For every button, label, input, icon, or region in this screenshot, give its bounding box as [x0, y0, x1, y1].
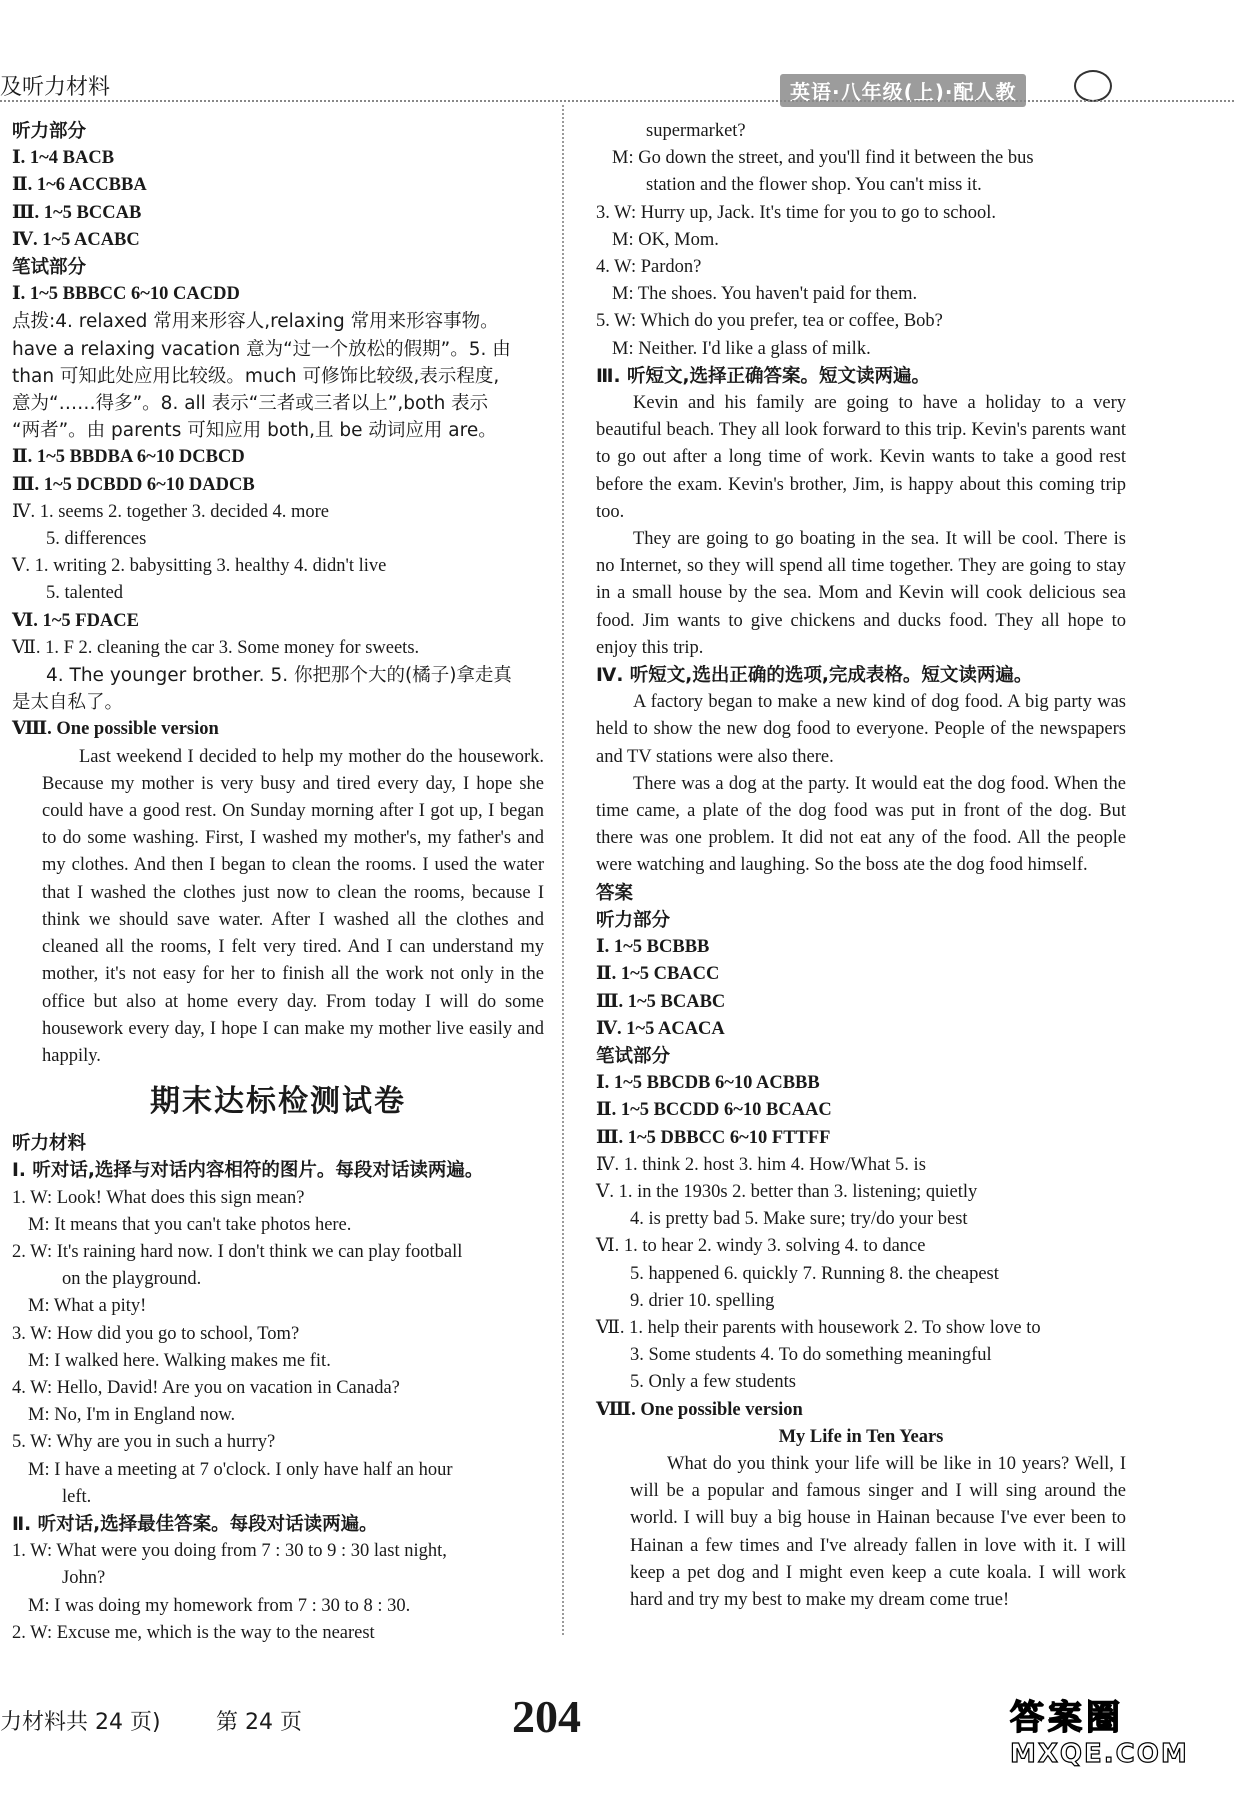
answer-line: Ⅷ. One possible version [596, 1399, 803, 1420]
answer-line: Ⅲ. 1~5 BCABC [596, 991, 726, 1012]
header-right-title: 英语·八年级(上)·配人教 [780, 74, 1026, 107]
passage-paragraph: A factory began to make a new kind of dog food. A big party was held to show the new dog food to everyone. People of the newspapers and TV stations were also there. [596, 692, 1126, 767]
model-essay: What do you think your life will be like in 10 years? Well, I will be a popular and famous singer and I will sing around the world. I will buy a big house in Hainan because I've ever been to Hainan a few times and I've already fallen in love with it. I will keep a pet dog and I might even keep a cute koala. I will work hard and try my best to make my dream come true! [630, 1453, 1126, 1610]
dialogue-line: John? [62, 1568, 106, 1589]
answer-line: 4. The younger brother. 5. 你把那个大的(橘子)拿走真 [46, 665, 512, 687]
dialogue-line: 2. W: It's raining hard now. I don't think we can play football [12, 1241, 463, 1262]
answer-line: Ⅲ. 1~5 DCBDD 6~10 DADCB [12, 474, 255, 495]
answer-line: Ⅵ. 1. to hear 2. windy 3. solving 4. to dance [596, 1236, 926, 1257]
answer-line: Ⅱ. 1~5 BCCDD 6~10 BCAAC [596, 1100, 832, 1121]
answer-line: Ⅳ. 1~5 ACACA [596, 1018, 725, 1039]
dialogue-line: 4. W: Pardon? [596, 257, 702, 278]
section-label: 答案 [596, 882, 634, 904]
dialogue-line: M: No, I'm in England now. [28, 1405, 236, 1426]
answer-line: Ⅱ. 1~6 ACCBBA [12, 175, 147, 196]
header-divider [0, 100, 1234, 102]
answer-line: Ⅳ. 1. seems 2. together 3. decided 4. more [12, 501, 329, 522]
section-label: 笔试部分 [12, 257, 87, 279]
section-label: 听力部分 [596, 909, 671, 931]
left-column [12, 118, 544, 1647]
footer-left: 力材料共 24 页) [0, 1710, 161, 1735]
hint-line: “两者”。由 parents 可知应用 both,且 be 动词应用 are。 [12, 420, 497, 442]
hint-line: than 可知此处应用比较级。much 可修饰比较级,表示程度, [12, 365, 500, 387]
passage-paragraph: Kevin and his family are going to have a holiday to a very beautiful beach. They all look forward to this trip. Kevin's parents want to go out after a long time of work. Kevin wants to take a good rest before the exam. Kevin's brother, Jim, is happy about this coming trip too. [596, 393, 1126, 522]
answer-line: Ⅰ. 1~4 BACB [12, 148, 115, 169]
answer-line: Ⅳ. 1~5 ACABC [12, 229, 140, 250]
dialogue-line: M: I have a meeting at 7 o'clock. I only have half an hour [28, 1459, 453, 1480]
dialogue-line: station and the flower shop. You can't miss it. [646, 175, 982, 196]
answer-line: Ⅰ. 1~5 BBCDB 6~10 ACBBB [596, 1073, 820, 1094]
hint-line: have a relaxing vacation 意为“过一个放松的假期”。5. 由 [12, 338, 511, 360]
answer-line: Ⅰ. 1~5 BBBCC 6~10 CACDD [12, 284, 240, 305]
instruction: Ⅳ. 听短文,选出正确的选项,完成表格。短文读两遍。 [596, 665, 1033, 687]
answer-line: 4. is pretty bad 5. Make sure; try/do your best [630, 1209, 968, 1230]
footer-page-label: 第 24 页 [216, 1710, 302, 1735]
dialogue-line: 1. W: Look! What does this sign mean? [12, 1187, 305, 1208]
dialogue-line: M: I walked here. Walking makes me fit. [28, 1350, 331, 1371]
answer-line: Ⅰ. 1~5 BCBBB [596, 937, 710, 958]
dialogue-line: M: The shoes. You haven't paid for them. [612, 284, 918, 305]
answer-line: Ⅱ. 1~5 CBACC [596, 964, 720, 985]
answer-line: 5. Only a few students [630, 1372, 796, 1393]
dialogue-line: 2. W: Excuse me, which is the way to the nearest [12, 1622, 375, 1643]
right-column [596, 118, 1126, 1614]
section-label: 听力材料 [12, 1133, 87, 1155]
instruction: Ⅰ. 听对话,选择与对话内容相符的图片。每段对话读两遍。 [12, 1160, 484, 1182]
dialogue-line: M: OK, Mom. [612, 229, 719, 250]
section-label: 笔试部分 [596, 1045, 671, 1067]
column-divider [562, 105, 564, 1635]
dialogue-line: M: I was doing my homework from 7 : 30 to 8 : 30. [28, 1595, 411, 1616]
dialogue-line: 3. W: How did you go to school, Tom? [12, 1323, 300, 1344]
essay-title: My Life in Ten Years [778, 1426, 944, 1447]
answer-line: 5. differences [46, 529, 147, 550]
answer-line: Ⅲ. 1~5 DBBCC 6~10 FTTFF [596, 1127, 831, 1148]
answer-line: 是太自私了。 [12, 692, 124, 714]
hint-line: 点拨:4. relaxed 常用来形容人,relaxing 常用来形容事物。 [12, 311, 499, 333]
watermark-logo [1010, 1690, 1220, 1790]
instruction: Ⅱ. 听对话,选择最佳答案。每段对话读两遍。 [12, 1513, 378, 1535]
dialogue-line: supermarket? [646, 121, 746, 141]
dialogue-line: left. [62, 1486, 92, 1507]
dialogue-line: M: Go down the street, and you'll find it between the bus [612, 148, 1034, 169]
answer-line: Ⅳ. 1. think 2. host 3. him 4. How/What 5. is [596, 1154, 926, 1175]
answer-line: Ⅵ. 1~5 FDACE [12, 610, 139, 631]
page-number: 204 [512, 1691, 581, 1742]
instruction: Ⅲ. 听短文,选择正确答案。短文读两遍。 [596, 365, 930, 387]
dialogue-line: 3. W: Hurry up, Jack. It's time for you to go to school. [596, 202, 996, 223]
section-label: 听力部分 [12, 121, 87, 142]
dialogue-line: on the playground. [62, 1269, 202, 1290]
answer-line: 9. drier 10. spelling [630, 1290, 775, 1311]
dialogue-line: 1. W: What were you doing from 7 : 30 to 9 : 30 last night, [12, 1541, 447, 1562]
model-essay: Last weekend I decided to help my mother do the housework. Because my mother is very busy and tired every day, I hope she could have a good rest. On Sunday morning after I got up, I began to do some washing. First, I washed my mother's, my father's and my clothes. And then I began to clean the rooms. I used the water that I washed the clothes just now to clean the rooms, because I think we should save water. After I washed all the clothes and cleaned all the rooms, I felt very tired. And I can understand my mother, it's not easy for her to finish all the work not only in the office but also at home every day. From today I will do some housework every day, I hope I can make my mother live easily and happily. [42, 746, 544, 1066]
page-title: 期末达标检测试卷 [150, 1084, 406, 1120]
answer-line: Ⅶ. 1. help their parents with housework 2. To show love to [596, 1317, 1041, 1338]
passage-paragraph: They are going to go boating in the sea. It will be cool. There is no Internet, so they will spend all time together. They are going to stay in a small house by the sea. Mom and Kevin will cook delicious sea food. Jim wants to give chickens and ducks food. They all hope to enjoy this trip. [596, 529, 1126, 658]
dialogue-line: 5. W: Which do you prefer, tea or coffee, Bob? [596, 311, 943, 332]
dialogue-line: 5. W: Why are you in such a hurry? [12, 1432, 276, 1453]
answer-line: Ⅷ. One possible version [12, 719, 219, 740]
answer-line: Ⅶ. 1. F 2. cleaning the car 3. Some money for sweets. [12, 637, 420, 658]
header-left-title: 及听力材料 [0, 75, 111, 100]
answer-line: Ⅱ. 1~5 BBDBA 6~10 DCBCD [12, 447, 245, 468]
answer-line: Ⅲ. 1~5 BCCAB [12, 202, 142, 223]
dialogue-line: M: Neither. I'd like a glass of milk. [612, 338, 871, 359]
answer-line: 5. talented [46, 583, 124, 604]
globe-icon [1074, 70, 1112, 102]
answer-line: Ⅴ. 1. writing 2. babysitting 3. healthy 4. didn't live [12, 556, 387, 577]
answer-line: 3. Some students 4. To do something meaningful [630, 1345, 992, 1366]
watermark-top: 答案圈 [1010, 1698, 1124, 1738]
hint-line: 意为“……得多”。8. all 表示“三者或三者以上”,both 表示 [12, 393, 489, 415]
watermark-bottom: MXQE.COM [1010, 1739, 1189, 1769]
passage-paragraph: There was a dog at the party. It would eat the dog food. When the time came, a plate of the dog food was put in front of the dog. But there was one problem. It did not eat any of the food. All the people were watching and laughing. So the boss ate the dog food himself. [596, 773, 1126, 876]
dialogue-line: M: What a pity! [28, 1296, 147, 1317]
answer-line: Ⅴ. 1. in the 1930s 2. better than 3. listening; quietly [596, 1181, 978, 1202]
dialogue-line: 4. W: Hello, David! Are you on vacation in Canada? [12, 1377, 400, 1398]
answer-line: 5. happened 6. quickly 7. Running 8. the cheapest [630, 1263, 999, 1284]
dialogue-line: M: It means that you can't take photos here. [28, 1214, 352, 1235]
